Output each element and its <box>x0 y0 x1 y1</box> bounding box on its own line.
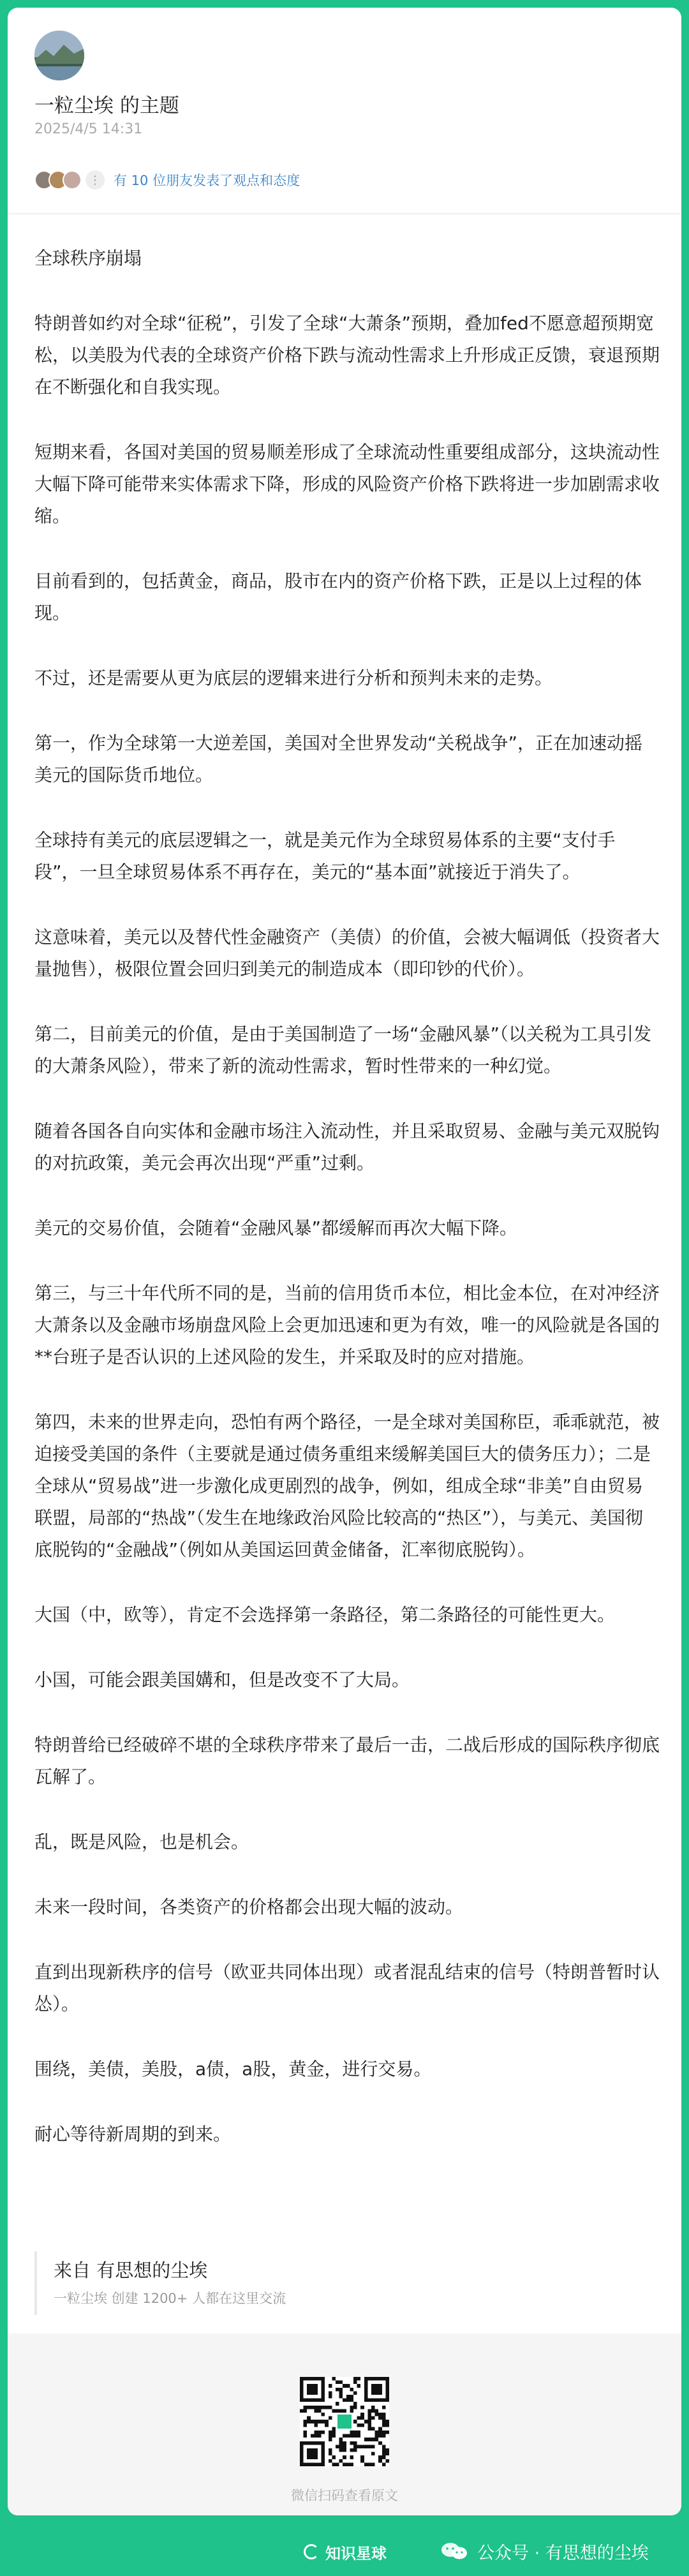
post-paragraph: 目前看到的，包括黄金，商品，股市在内的资产价格下跌，正是以上过程的体现。 <box>34 570 642 623</box>
header-divider <box>8 213 681 214</box>
post-paragraph: 第一，作为全球第一大逆差国，美国对全世界发动“关税战争”，正在加速动摇美元的国际货币地位。 <box>34 733 643 785</box>
friends-reactions-link[interactable]: 有 10 位朋友发表了观点和态度 <box>114 173 300 188</box>
post-paragraph: 短期来看，各国对美国的贸易顺差形成了全球流动性重要组成部分，这块流动性大幅下降可能带来实体需求下降，形成的风险资产价格下跌将进一步加剧需求收缩。 <box>34 442 660 526</box>
more-friends-icon[interactable]: ⋮ <box>85 170 105 190</box>
qr-code-icon <box>300 2377 389 2466</box>
post-paragraph: 这意味着，美元以及替代性金融资产（美债）的价值，会被大幅调低（投资者大量抛售），极限位置会回归到美元的制造成本（即印钞的代价）。 <box>34 927 660 979</box>
source-circle[interactable] <box>34 2251 662 2315</box>
source-title[interactable]: 来自 有思想的尘埃 <box>54 2260 208 2281</box>
zsxq-brand <box>304 2541 387 2563</box>
post-paragraph: 乱，既是风险，也是机会。 <box>34 1831 249 1852</box>
brand-label: 知识星球 <box>325 2544 387 2563</box>
source-subtitle: 一粒尘埃 创建 1200+ 人都在这里交流 <box>54 2291 286 2306</box>
post-paragraph: 随着各国各自向实体和金融市场注入流动性，并且采取贸易、金融与美元双脱钩的对抗政策，美元会再次出现“严重”过剩。 <box>34 1120 660 1173</box>
post-card <box>8 8 681 2515</box>
post-paragraph: 耐心等待新周期的到来。 <box>34 2124 232 2145</box>
qr-section <box>8 2334 681 2515</box>
friends-reactions[interactable] <box>34 167 300 193</box>
post-paragraph: 第三，与三十年代所不同的是，当前的信用货币本位，相比金本位，在对冲经济大萧条以及金融市场崩盘风险上会更加迅速和更为有效，唯一的风险就是各国的**台班子是否认识的上述风险的发生，并采取及时的应对措施。 <box>34 1283 660 1367</box>
post-paragraph: 不过，还是需要从更为底层的逻辑来进行分析和预判未来的走势。 <box>34 667 553 689</box>
post-date: 2025/4/5 14:31 <box>34 121 143 137</box>
post-paragraph: 大国（中，欧等），肯定不会选择第一条路径，第二条路径的可能性更大。 <box>34 1604 616 1625</box>
author-avatar[interactable] <box>34 31 84 80</box>
post-paragraph: 美元的交易价值，会随着“金融风暴”都缓解而再次大幅下降。 <box>34 1217 518 1239</box>
post-paragraph: 小国，可能会跟美国媾和，但是改变不了大局。 <box>34 1669 410 1690</box>
wechat-label: 公众号 · 有思想的尘埃 <box>477 2543 649 2563</box>
author-title[interactable]: 一粒尘埃 的主题 <box>34 94 179 117</box>
post-paragraph: 特朗普如约对全球“征税”，引发了全球“大萧条”预期，叠加fed不愿意超预期宽松，以美股为代表的全球资产价格下跌与流动性需求上升形成正反馈，衰退预期在不断强化和自我实现。 <box>34 313 660 398</box>
post-paragraph: 第二，目前美元的价值，是由于美国制造了一场“金融风暴”（以关税为工具引发的大萧条风险），带来了新的流动性需求，暂时性带来的一种幻觉。 <box>34 1024 652 1076</box>
post-paragraph: 未来一段时间，各类资产的价格都会出现大幅的波动。 <box>34 1896 464 1917</box>
post-paragraph: 围绕，美债，美股，a债，a股，黄金，进行交易。 <box>34 2059 432 2080</box>
qr-caption: 微信扫码查看原文 <box>291 2488 398 2503</box>
friend-avatar <box>63 170 82 190</box>
zsxq-logo-icon <box>304 2544 319 2559</box>
post-content <box>34 242 660 2150</box>
post-paragraph: 特朗普给已经破碎不堪的全球秩序带来了最后一击，二战后形成的国际秩序彻底瓦解了。 <box>34 1734 660 1787</box>
wechat-account <box>440 2538 649 2564</box>
post-title: 全球秩序崩塌 <box>34 248 142 269</box>
post-paragraph: 全球持有美元的底层逻辑之一，就是美元作为全球贸易体系的主要“支付手段”，一旦全球贸易体系不再存在，美元的“基本面”就接近于消失了。 <box>34 830 616 882</box>
wechat-icon <box>440 2542 468 2561</box>
post-paragraph: 第四，未来的世界走向，恐怕有两个路径，一是全球对美国称臣，乖乖就范，被迫接受美国的条件（主要就是通过债务重组来缓解美国巨大的债务压力）；二是全球从“贸易战”进一步激化成更剧烈的战争，例如，组成全球“非美”自由贸易联盟，局部的“热战”（发生在地缘政治风险比较高的“热区”），与美元、美国彻底脱钩的“金融战”（例如从美国运回黄金储备，汇率彻底脱钩）。 <box>34 1411 660 1560</box>
post-paragraph: 直到出现新秩序的信号（欧亚共同体出现）或者混乱结束的信号（特朗普暂时认怂）。 <box>34 1962 660 2014</box>
